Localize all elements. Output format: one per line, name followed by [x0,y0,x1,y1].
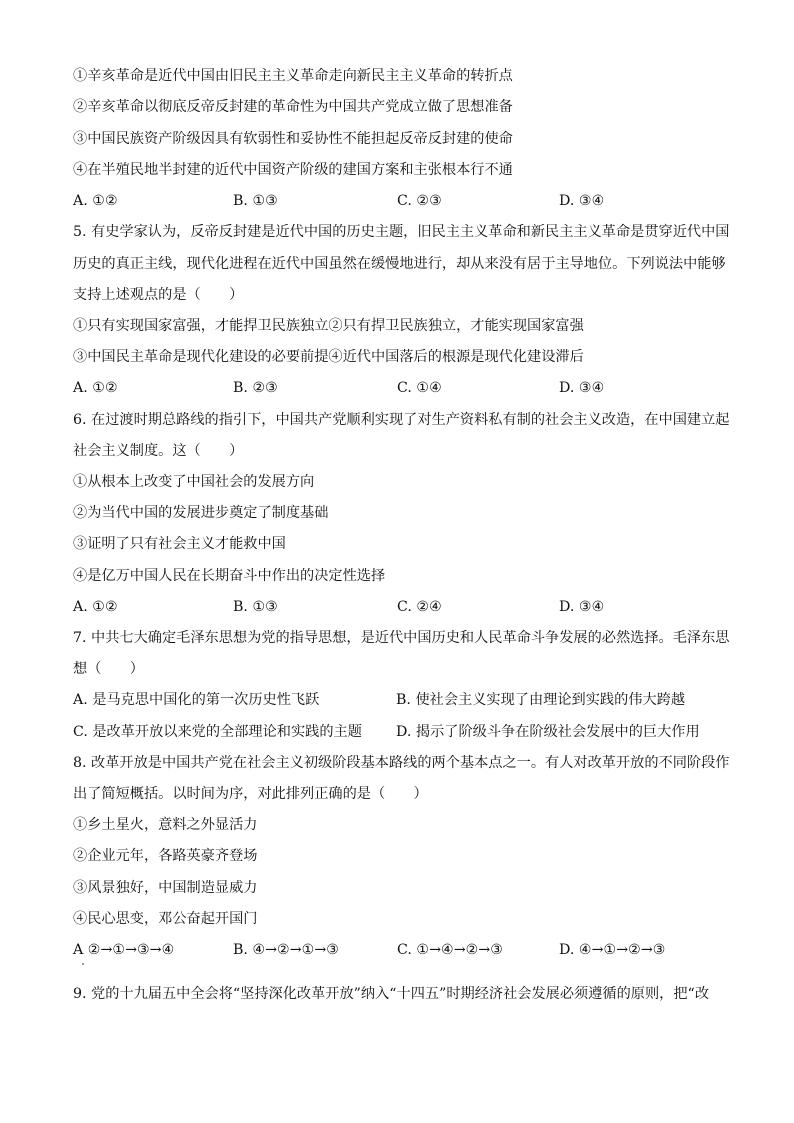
q5-options [73,378,733,398]
q6-option-b[interactable]: B. ①③ [233,599,278,615]
q8-stem-line-2: 出了简短概括。以时间为序，对此排列正确的是（ ） [73,786,428,802]
q4-item-2: ②辛亥革命以彻底反帝反封建的革命性为中国共产党成立做了思想准备 [73,99,513,115]
q8-item-1: ①乡土星火，意料之外显活力 [73,817,258,833]
q8-stem-line-1: 8. 改革开放是中国共产党在社会主义初级阶段基本路线的两个基本点之一。有人对改革开放的不同阶段作 [73,755,730,771]
q8-item-4: ④民心思变，邓公奋起开国门 [73,911,258,927]
q8-option-b[interactable]: B. ④→②→①→③ [233,942,339,958]
q5-stem-line-1: 5. 有史学家认为，反帝反封建是近代中国的历史主题，旧民主主义革命和新民主主义革命是贯穿近代中国 [73,224,730,240]
q6-item-3: ③证明了只有社会主义才能救中国 [73,536,286,552]
q6-options [73,597,733,617]
q7-stem-line-2: 想（ ） [73,661,144,677]
q6-item-4: ④是亿万中国人民在长期奋斗中作出的决定性选择 [73,568,386,584]
q8-item-3: ③风景独好，中国制造显威力 [73,880,258,896]
q7-option-d[interactable]: D. 揭示了阶级斗争在阶级社会发展中的巨大作用 [396,724,700,740]
q4-options [73,191,733,211]
q8-option-d[interactable]: D. ④→①→②→③ [559,942,666,958]
q7-stem-line-1: 7. 中共七大确定毛泽东思想为党的指导思想，是近代中国历史和人民革命斗争发展的必然选择。毛泽东思 [73,630,730,646]
q5-option-b[interactable]: B. ②③ [233,380,278,396]
stray-mark [82,963,84,965]
q6-option-d[interactable]: D. ③④ [559,599,605,615]
q8-option-a[interactable]: A ②→①→③→④ [73,942,175,958]
q5-stem-line-2: 历史的真正主线，现代化进程在近代中国虽然在缓慢地进行，却从来没有居于主导地位。下列说法中能够 [73,256,726,272]
q6-item-1: ①从根本上改变了中国社会的发展方向 [73,474,315,490]
q8-option-c[interactable]: C. ①→④→②→③ [397,942,503,958]
q6-item-2: ②为当代中国的发展进步奠定了制度基础 [73,505,329,521]
q7-option-b[interactable]: B. 使社会主义实现了由理论到实践的伟大跨越 [396,692,686,708]
q4-option-b[interactable]: B. ①③ [233,193,278,209]
q5-item-1: ①只有实现国家富强，才能捍卫民族独立②只有捍卫民族独立，才能实现国家富强 [73,318,584,334]
q5-option-c[interactable]: C. ①④ [397,380,442,396]
q6-option-c[interactable]: C. ②④ [397,599,442,615]
q5-option-a[interactable]: A. ①② [73,380,118,396]
q4-item-1: ①辛亥革命是近代中国由旧民主主义革命走向新民主主义革命的转折点 [73,68,513,84]
q4-item-4: ④在半殖民地半封建的近代中国资产阶级的建国方案和主张根本行不通 [73,162,513,178]
q4-option-c[interactable]: C. ②③ [397,193,442,209]
q6-stem-line-1: 6. 在过渡时期总路线的指引下，中国共产党顺利实现了对生产资料私有制的社会主义改造，在中国建立起 [73,412,730,428]
q7-option-c[interactable]: C. 是改革开放以来党的全部理论和实践的主题 [73,724,362,740]
q8-options [73,940,733,960]
q8-item-2: ②企业元年，各路英豪齐登场 [73,848,258,864]
q6-option-a[interactable]: A. ①② [73,599,118,615]
q5-stem-line-3: 支持上述观点的是（ ） [73,287,244,303]
q4-option-d[interactable]: D. ③④ [559,193,605,209]
q7-option-a[interactable]: A. 是马克思中国化的第一次历史性飞跃 [73,692,320,708]
q7-options-row-1 [73,690,733,710]
q6-stem-line-2: 社会主义制度。这（ ） [73,443,244,459]
q9-stem-line-1: 9. 党的十九届五中全会将“坚持深化改革开放”纳入“十四五”时期经济社会发展必须遵循的原则，把“改 [73,986,710,1002]
q4-option-a[interactable]: A. ①② [73,193,118,209]
q5-option-d[interactable]: D. ③④ [559,380,605,396]
q7-options-row-2 [73,722,733,742]
q5-item-2: ③中国民主革命是现代化建设的必要前提④近代中国落后的根源是现代化建设滞后 [73,349,584,365]
q4-item-3: ③中国民族资产阶级因具有软弱性和妥协性不能担起反帝反封建的使命 [73,131,513,147]
